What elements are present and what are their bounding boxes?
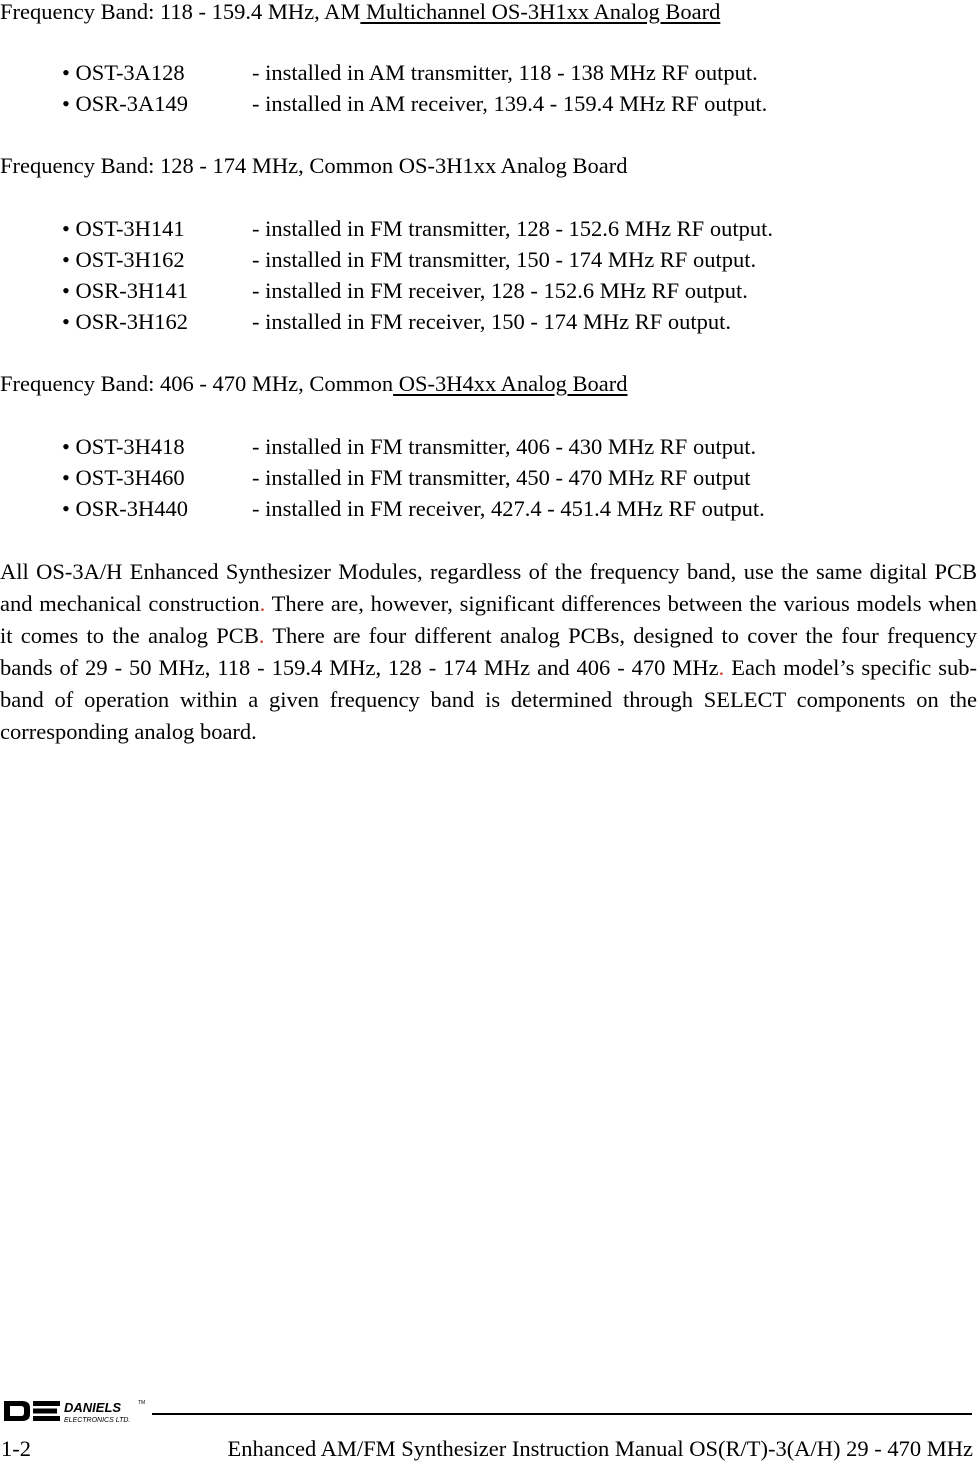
model-description: - installed in AM transmitter, 118 - 138 MHz RF output. <box>252 60 758 85</box>
logo-tm: TM <box>138 1400 146 1406</box>
band-heading-1 <box>0 0 720 27</box>
list-item <box>62 431 756 462</box>
paragraph-text: There are, however, significant differences between the various models when it comes to the analog PCB <box>0 591 977 648</box>
model-description: - installed in FM receiver, 150 - 174 MHz RF output. <box>252 309 732 334</box>
band-heading-2-text: Frequency Band: 128 - 174 MHz, Common OS-3H1xx Analog Board <box>0 153 628 178</box>
body-paragraph <box>0 556 977 748</box>
list-item <box>62 493 765 524</box>
logo-sub: ELECTRONICS LTD. <box>64 1417 131 1424</box>
model-description: - installed in AM receiver, 139.4 - 159.4 MHz RF output. <box>252 91 768 116</box>
band-heading-3 <box>0 368 627 399</box>
list-item <box>62 57 758 88</box>
model-code: • OSR-3H141 <box>62 278 189 303</box>
paragraph-period: . <box>718 655 725 680</box>
model-code: • OSR-3H440 <box>62 496 189 521</box>
model-description: - installed in FM transmitter, 150 - 174 MHz RF output. <box>252 247 757 272</box>
footer-rule <box>152 1413 972 1415</box>
band-heading-3-text: Frequency Band: 406 - 470 MHz, Common <box>0 371 394 396</box>
footer-title: Enhanced AM/FM Synthesizer Instruction Manual OS(R/T)-3(A/H) 29 - 470 MHz <box>227 1436 973 1461</box>
paragraph-period: . <box>259 591 266 616</box>
model-code: • OST-3H418 <box>62 434 185 459</box>
list-item <box>62 213 773 244</box>
paragraph-text: All OS-3A/H Enhanced Synthesizer Modules, regardless of the frequency band, use the same digital PCB and mechanical construction <box>0 559 977 616</box>
band-heading-2 <box>0 150 627 181</box>
model-description: - installed in FM receiver, 427.4 - 451.4 MHz RF output. <box>252 496 765 521</box>
model-description: - installed in FM transmitter, 450 - 470 MHz RF output <box>252 465 751 490</box>
model-description: - installed in FM receiver, 128 - 152.6 MHz RF output. <box>252 278 748 303</box>
paragraph-text: There are four different analog PCBs, designed to cover the four frequency bands of 29 - 50 MHz, 118 - 159.4 MHz, 128 - 174 MHz and 406 - 470 MHz <box>0 623 977 680</box>
model-code: • OST-3A128 <box>62 60 185 85</box>
model-code: • OST-3H141 <box>62 216 185 241</box>
list-item <box>62 462 750 493</box>
page-number: 1-2 <box>1 1436 31 1461</box>
daniels-logo <box>2 1393 152 1429</box>
list-item <box>62 275 748 306</box>
model-code: • OST-3H162 <box>62 247 185 272</box>
paragraph-period: . <box>258 623 265 648</box>
model-code: • OSR-3A149 <box>62 91 189 116</box>
list-item <box>62 306 731 337</box>
paragraph-text: Each model’s specific sub-band of operation within a given frequency band is determined through SELECT components on the corresponding analog board. <box>0 655 977 744</box>
model-code: • OST-3H460 <box>62 465 185 490</box>
band-heading-3-board: OS-3H4xx Analog Board <box>393 371 628 396</box>
band-heading-1-board: Multichannel OS-3H1xx Analog Board <box>360 0 721 24</box>
logo-name: DANIELS <box>64 1400 122 1415</box>
model-description: - installed in FM transmitter, 128 - 152.6 MHz RF output. <box>252 216 773 241</box>
list-item <box>62 88 767 119</box>
list-item <box>62 244 756 275</box>
band-heading-1-text: Frequency Band: 118 - 159.4 MHz, AM <box>0 0 361 24</box>
model-description: - installed in FM transmitter, 406 - 430 MHz RF output. <box>252 434 757 459</box>
model-code: • OSR-3H162 <box>62 309 189 334</box>
